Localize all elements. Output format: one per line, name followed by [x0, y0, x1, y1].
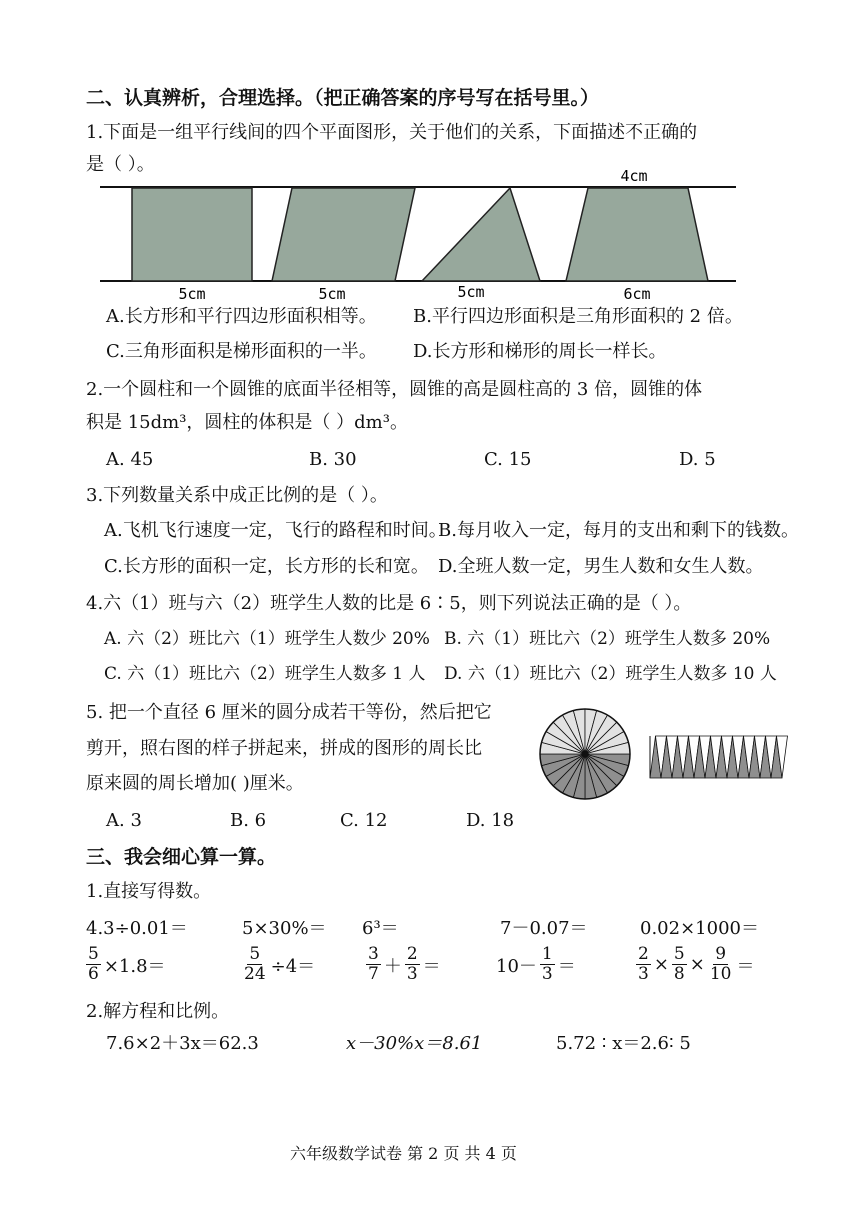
q2-option-c: C. 15 — [484, 449, 532, 470]
q1-text-line1: 1.下面是一组平行线间的四个平面图形，关于他们的关系，下面描述不正确的 — [86, 122, 698, 143]
fraction: $\frac{2}{3}$ — [406, 944, 418, 984]
trapezoid-shape — [566, 188, 708, 281]
equation-1: 7.6×2＋3x＝62.3 — [106, 1033, 259, 1054]
q4-option-c: C. 六（1）班比六（2）班学生人数多 1 人 — [104, 664, 426, 684]
q1-option-d: D.长方形和梯形的周长一样长。 — [413, 341, 667, 362]
trapezoid-top-label: 4cm — [620, 170, 648, 185]
rectangle-shape — [132, 188, 252, 281]
q1-text-line2: 是（ ）。 — [86, 154, 155, 175]
q1-option-b: B.平行四边形面积是三角形面积的 2 倍。 — [413, 306, 743, 327]
calc-9: 10－ $\frac{1}{3}$ ＝ — [496, 944, 576, 984]
q3-option-b: B.每月收入一定，每月的支出和剩下的钱数。 — [438, 520, 799, 541]
q2-text-line2: 积是 15dm³，圆柱的体积是（ ）dm³。 — [86, 412, 408, 433]
calc-6: $\frac{5}{6}$ ×1.8＝ — [88, 944, 166, 984]
calc-10: $\frac{2}{3}$ × $\frac{5}{8}$ × $\frac{9}{10}$ ＝ — [638, 944, 755, 984]
sub-question-2: 2.解方程和比例。 — [86, 1001, 230, 1022]
fraction: $\frac{5}{24}$ — [244, 944, 266, 984]
q5-option-d: D. 18 — [466, 810, 515, 831]
q1-option-a: A.长方形和平行四边形面积相等。 — [106, 306, 377, 327]
q5-text-line2: 剪开，照右图的样子拼起来，拼成的图形的周长比 — [86, 738, 482, 759]
q5-option-c: C. 12 — [340, 810, 388, 831]
equation-2: x－30%x＝8.61 — [346, 1033, 483, 1054]
section-3-title: 三、我会细心算一算。 — [86, 846, 277, 868]
triangle-shape — [422, 188, 540, 281]
calc-4: 7－0.07＝ — [500, 918, 588, 939]
q5-circle-sectors-figure — [538, 706, 798, 806]
fraction: $\frac{1}{3}$ — [541, 944, 553, 984]
fraction: $\frac{2}{3}$ — [638, 944, 649, 984]
q5-text-line1: 5. 把一个直径 6 厘米的圆分成若干等份，然后把它 — [86, 702, 492, 723]
q3-option-c: C.长方形的面积一定，长方形的长和宽。 — [104, 556, 429, 577]
q4-option-b: B. 六（1）班比六（2）班学生人数多 20% — [444, 629, 771, 649]
q2-option-a: A. 45 — [106, 449, 154, 470]
q1-parallel-shapes-figure — [100, 170, 740, 305]
q5-option-b: B. 6 — [230, 810, 267, 831]
rearranged-strip — [650, 736, 788, 778]
triangle-base-label: 5cm — [457, 283, 485, 301]
calc-3: 6³＝ — [362, 918, 399, 939]
page-footer: 六年级数学试卷 第 2 页 共 4 页 — [290, 1144, 517, 1163]
calc-5: 0.02×1000＝ — [640, 918, 759, 939]
fraction: $\frac{9}{10}$ — [709, 944, 732, 984]
section-2-title: 二、认真辨析，合理选择。（把正确答案的序号写在括号里。） — [86, 87, 600, 109]
q2-option-d: D. 5 — [679, 449, 716, 470]
q3-option-d: D.全班人数一定，男生人数和女生人数。 — [438, 556, 764, 577]
q2-option-b: B. 30 — [309, 449, 357, 470]
rect-base-label: 5cm — [178, 285, 206, 303]
calc-8: $\frac{3}{7}$ ＋ $\frac{2}{3}$ ＝ — [368, 944, 441, 984]
q5-text-line3: 原来圆的周长增加( )厘米。 — [86, 773, 304, 794]
sub-question-1: 1.直接写得数。 — [86, 881, 212, 902]
calc-7: $\frac{5}{24}$ ÷4＝ — [244, 944, 316, 984]
parallelogram-shape — [272, 188, 415, 281]
calc-1: 4.3÷0.01＝ — [86, 918, 188, 939]
fraction: $\frac{3}{7}$ — [368, 944, 379, 984]
q3-text: 3.下列数量关系中成正比例的是（ ）。 — [86, 485, 388, 506]
fraction: $\frac{5}{6}$ — [88, 944, 99, 984]
q5-option-a: A. 3 — [106, 810, 142, 831]
proportion-3: 5.72 ∶ x＝2.6∶ 5 — [556, 1033, 691, 1054]
q4-text: 4.六（1）班与六（2）班学生人数的比是 6∶5，则下列说法正确的是（ ）。 — [86, 593, 692, 614]
q4-option-a: A. 六（2）班比六（1）班学生人数少 20% — [104, 629, 430, 649]
q2-text-line1: 2.一个圆柱和一个圆锥的底面半径相等，圆锥的高是圆柱高的 3 倍，圆锥的体 — [86, 379, 703, 400]
q3-option-a: A.飞机飞行速度一定，飞行的路程和时间。 — [104, 520, 447, 541]
trapezoid-base-label: 6cm — [623, 285, 651, 303]
parallelogram-base-label: 5cm — [318, 285, 346, 303]
fraction: $\frac{5}{8}$ — [673, 944, 685, 984]
q4-option-d: D. 六（1）班比六（2）班学生人数多 10 人 — [444, 664, 777, 684]
q1-option-c: C.三角形面积是梯形面积的一半。 — [106, 341, 377, 362]
calc-2: 5×30%＝ — [242, 918, 327, 939]
